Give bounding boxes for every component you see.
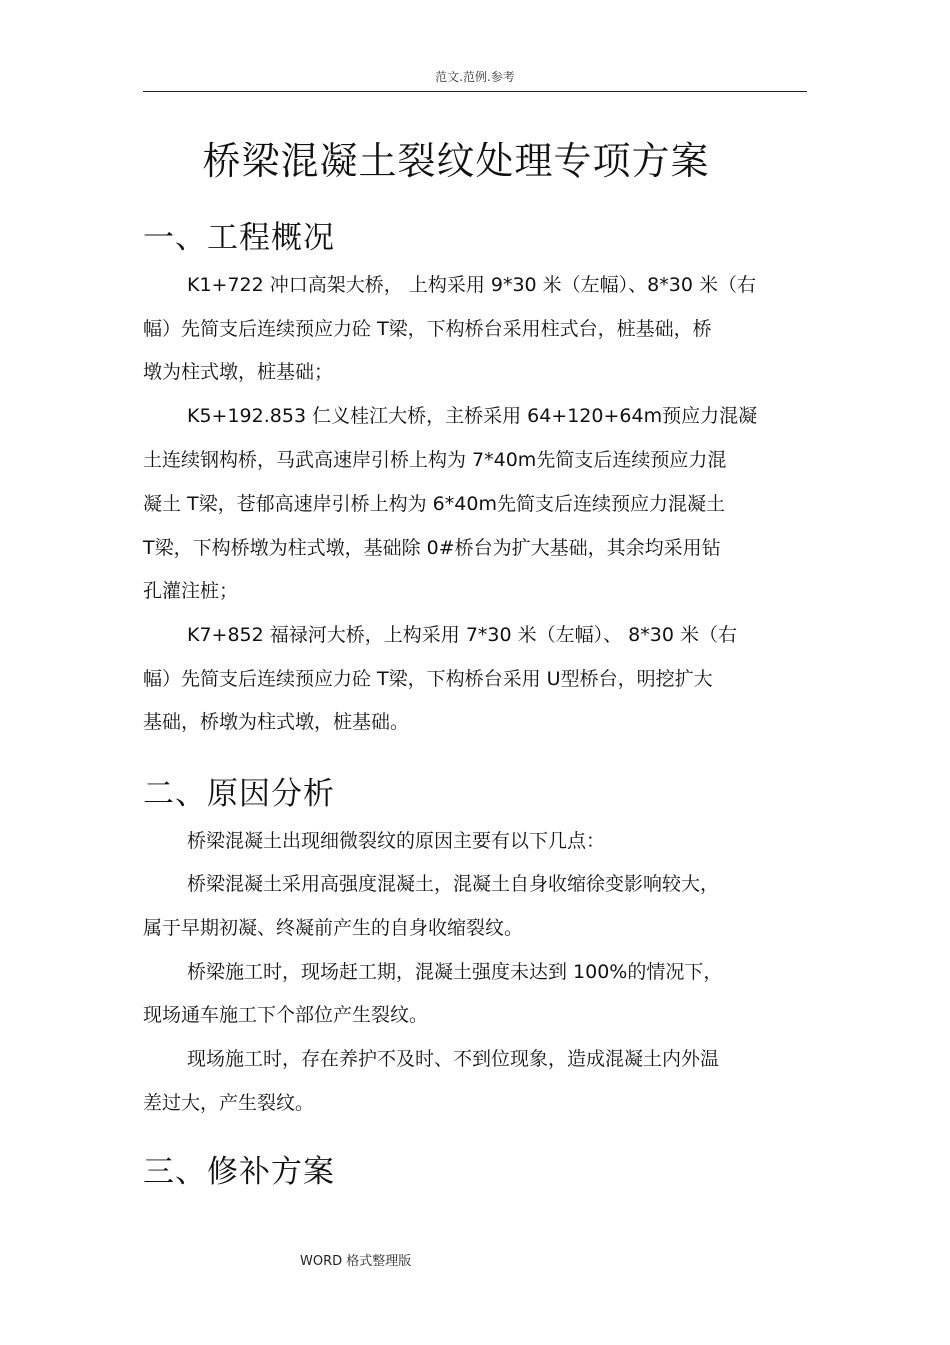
paragraph-line: 土连续钢构桥，马武高速岸引桥上构为 7*40m先简支后连续预应力混 bbox=[143, 449, 727, 471]
page-header: 范文.范例.参考 bbox=[435, 70, 515, 84]
paragraph-line: T梁，下构桥墩为柱式墩，基础除 0#桥台为扩大基础，其余均采用钻 bbox=[143, 537, 721, 559]
paragraph-line: 桥梁施工时，现场赶工期，混凝土强度未达到 100%的情况下， bbox=[187, 961, 723, 983]
header-divider bbox=[143, 91, 807, 92]
section-heading-cause-analysis: 二、原因分析 bbox=[143, 776, 335, 812]
paragraph-line: 幅）先简支后连续预应力砼 T梁，下构桥台采用柱式台，桩基础，桥 bbox=[143, 318, 712, 340]
section-heading-overview: 一、工程概况 bbox=[143, 220, 335, 256]
document-title: 桥梁混凝土裂纹处理专项方案 bbox=[202, 139, 710, 183]
paragraph-line: 凝土 T梁，苍郁高速岸引桥上构为 6*40m先简支后连续预应力混凝土 bbox=[143, 493, 725, 515]
paragraph-line: 属于早期初凝、终凝前产生的自身收缩裂纹。 bbox=[143, 917, 524, 939]
paragraph-line: 幅）先简支后连续预应力砼 T梁，下构桥台采用 U型桥台，明挖扩大 bbox=[143, 668, 713, 690]
paragraph-line: 桥梁混凝土出现细微裂纹的原因主要有以下几点： bbox=[187, 830, 606, 852]
page-footer: WORD 格式整理版 bbox=[300, 1254, 412, 1269]
paragraph-line: 基础，桥墩为柱式墩，桩基础。 bbox=[143, 711, 410, 733]
paragraph-line: 桥梁混凝土采用高强度混凝土，混凝土自身收缩徐变影响较大， bbox=[187, 873, 720, 895]
paragraph-line: 现场通车施工下个部位产生裂纹。 bbox=[143, 1004, 429, 1026]
paragraph-line: K5+192.853 仁义桂江大桥，主桥采用 64+120+64m预应力混凝 bbox=[187, 405, 758, 427]
paragraph-line: 现场施工时，存在养护不及时、不到位现象，造成混凝土内外温 bbox=[187, 1048, 720, 1070]
paragraph-line: 墩为柱式墩，桩基础； bbox=[143, 361, 334, 383]
paragraph-line: 孔灌注桩； bbox=[143, 580, 239, 602]
paragraph-line: 差过大，产生裂纹。 bbox=[143, 1092, 315, 1114]
paragraph-line: K1+722 冲口高架大桥， 上构采用 9*30 米（左幅）、8*30 米（右 bbox=[187, 274, 756, 296]
section-heading-repair-plan: 三、修补方案 bbox=[143, 1154, 335, 1190]
paragraph-line: K7+852 福禄河大桥，上构采用 7*30 米（左幅）、 8*30 米（右 bbox=[187, 624, 737, 646]
